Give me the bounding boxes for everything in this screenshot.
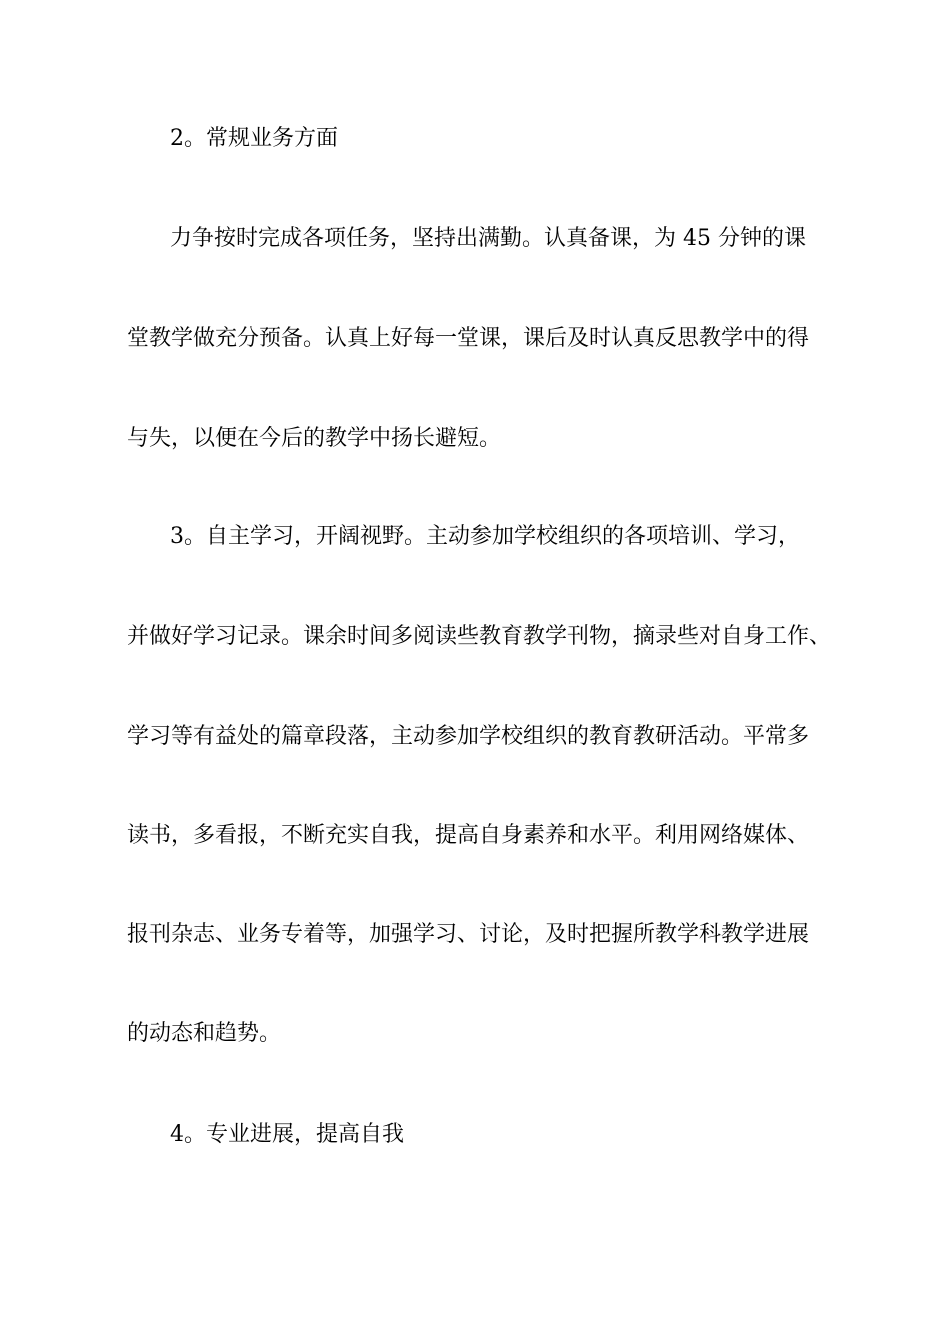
paragraph-line: 报刊杂志、业务专着等，加强学习、讨论，及时把握所教学科教学进展	[127, 922, 810, 947]
paragraph-line: 学习等有益处的篇章段落，主动参加学校组织的教育教研活动。平常多	[127, 724, 810, 749]
section-heading-2: 2。常规业务方面	[170, 126, 338, 151]
paragraph-line: 读书，多看报，不断充实自我，提高自身素养和水平。利用网络媒体、	[127, 823, 810, 848]
paragraph-line: 的动态和趋势。	[127, 1021, 282, 1046]
paragraph-line: 并做好学习记录。课余时间多阅读些教育教学刊物，摘录些对自身工作、	[127, 624, 832, 649]
paragraph-line: 3。自主学习，开阔视野。主动参加学校组织的各项培训、学习，	[170, 524, 800, 549]
paragraph-line: 堂教学做充分预备。认真上好每一堂课，课后及时认真反思教学中的得	[127, 326, 810, 351]
paragraph-line: 与失，以便在今后的教学中扬长避短。	[127, 426, 502, 451]
section-heading-4: 4。专业进展，提高自我	[170, 1122, 404, 1147]
paragraph-line: 力争按时完成各项任务，坚持出满勤。认真备课，为 45 分钟的课	[170, 226, 806, 251]
